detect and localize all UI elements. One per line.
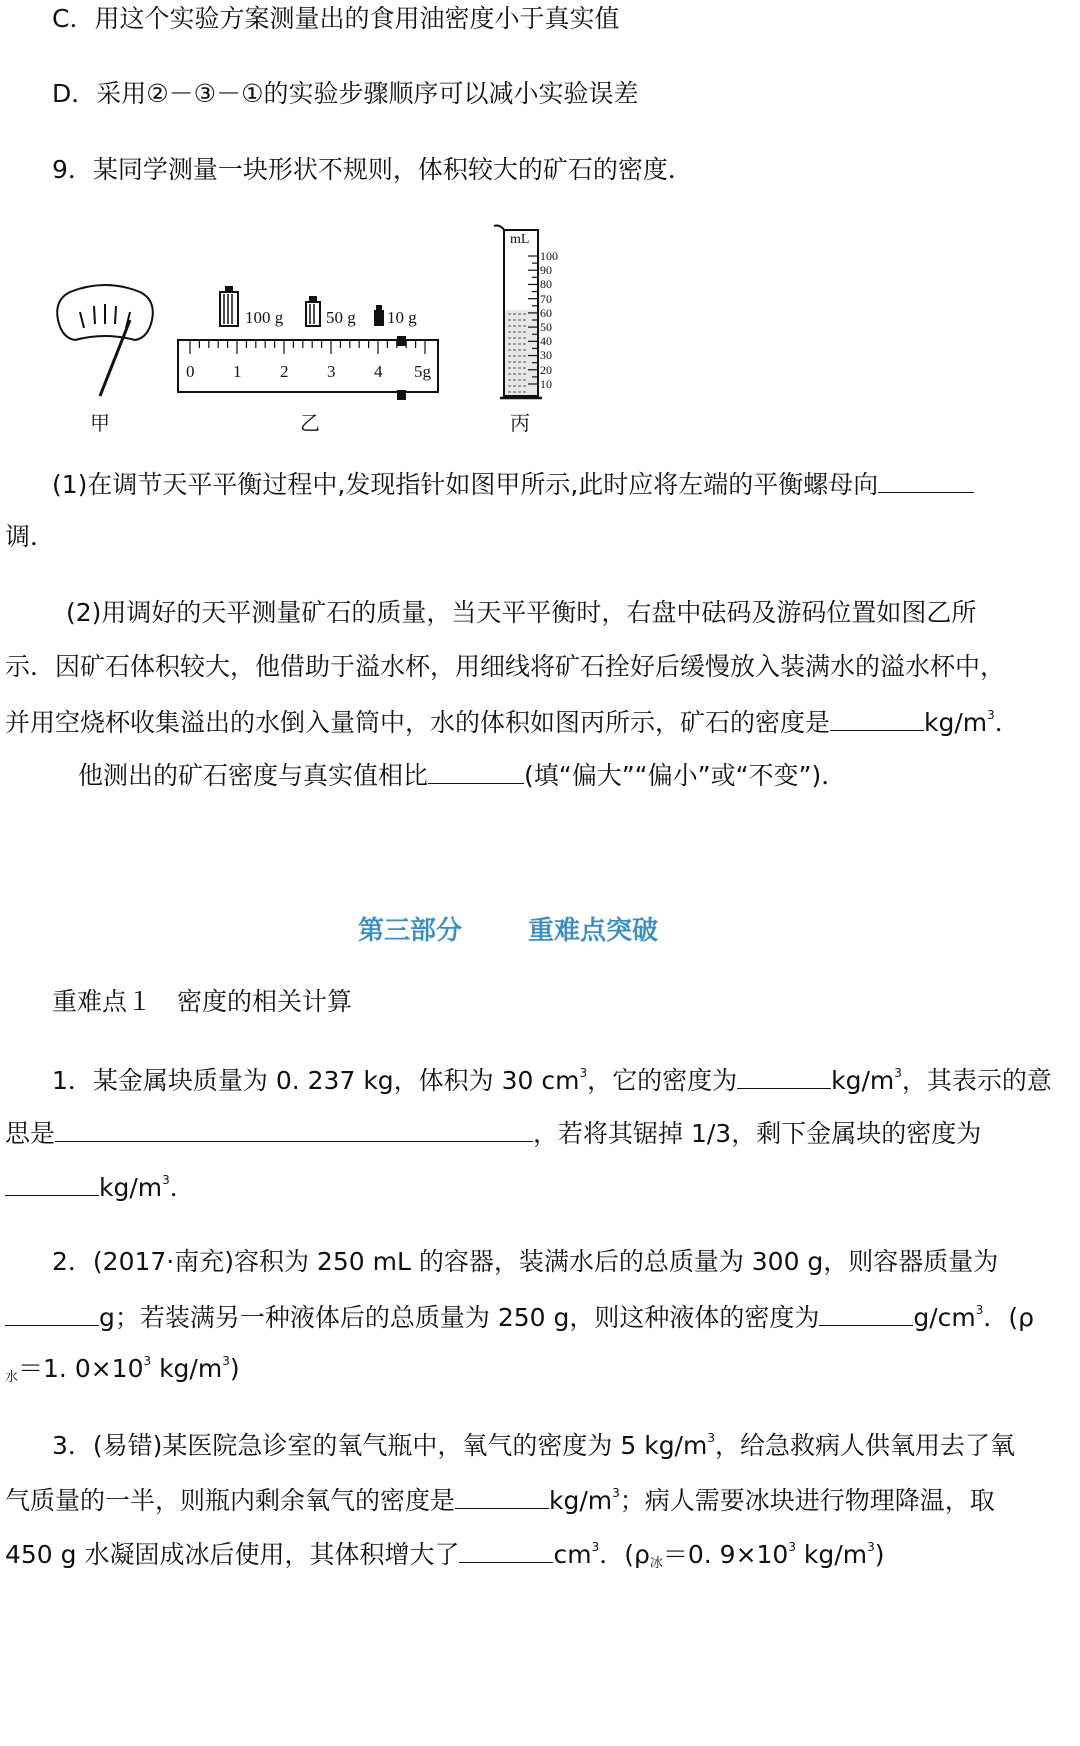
answer-blank[interactable] — [55, 1117, 533, 1142]
graduated-cylinder-figure — [490, 220, 570, 405]
answer-blank[interactable] — [5, 1171, 99, 1196]
q9-p1-line2: 调． — [5, 522, 56, 551]
ruler-label-3: 3 — [327, 362, 336, 381]
ruler-label-0: 0 — [186, 362, 195, 381]
ruler-label-4: 4 — [374, 362, 383, 381]
answer-blank[interactable] — [455, 1484, 549, 1509]
weight-50g-label: 50 g — [326, 308, 356, 327]
weights-and-ruler-figure — [170, 280, 450, 400]
cyl-tick-20: 20 — [540, 362, 552, 377]
cyl-tick-70: 70 — [540, 291, 552, 306]
part3-topic: 重难点１ 密度的相关计算 — [52, 987, 353, 1016]
cyl-tick-30: 30 — [540, 348, 552, 363]
q9-p2-line4: 他测出的矿石密度与真实值相比 (填“偏大”“偏小”或“不变”)． — [78, 761, 847, 790]
cylinder-water — [505, 310, 537, 395]
figure-jia-label: 甲 — [90, 411, 110, 435]
slider-top — [397, 336, 406, 346]
q8-option-d: D．采用②－③－①的实验步骤顺序可以减小实验误差 — [52, 79, 639, 108]
q9-p1-line1: (1)在调节天平平衡过程中,发现指针如图甲所示,此时应将左端的平衡螺母向 — [52, 468, 974, 500]
ruler-label-1: 1 — [233, 362, 242, 381]
q9-p2-line3: 并用空烧杯收集溢出的水倒入量筒中，水的体积如图丙所示，矿石的密度是 $kg/m^3$． — [5, 708, 1020, 737]
p3q1-line3: $kg/m^3$． — [5, 1171, 195, 1203]
p3q2-line1: 2．(2017·南充)容积为 250 mL 的容器，装满水后的总质量为 300 g，则容器质量为 — [52, 1247, 999, 1276]
ruler-label-2: 2 — [280, 362, 289, 381]
figure-bing-label: 丙 — [510, 411, 530, 435]
cyl-tick-90: 90 — [540, 263, 552, 278]
cyl-tick-40: 40 — [540, 334, 552, 349]
cyl-tick-50: 50 — [540, 320, 552, 335]
answer-blank[interactable] — [459, 1538, 553, 1563]
answer-blank[interactable] — [737, 1064, 831, 1089]
figure-yi-label: 乙 — [300, 411, 320, 435]
answer-blank[interactable] — [878, 468, 974, 493]
cyl-tick-10: 10 — [540, 376, 552, 391]
q9-p2-line1: (2)用调好的天平测量矿石的质量，当天平平衡时，右盘中砝码及游码位置如图乙所 — [66, 598, 977, 627]
weight-100g-label: 100 g — [245, 308, 284, 327]
weight-10g-label: 10 g — [387, 308, 417, 327]
part3-title-left: 第三部分 — [358, 916, 463, 946]
q9-stem: 9．某同学测量一块形状不规则，体积较大的矿石的密度． — [52, 155, 693, 184]
p3q3-line1: 3．(易错)某医院急诊室的氧气瓶中，氧气的密度为 5 $kg/m^3$，给急救病人供氧用去了氧 — [52, 1431, 1015, 1460]
p3q1-line1: 1．某金属块质量为 0. 237 kg，体积为 30 $cm^3$，它的密度为 $kg/m^3$，其表示的意 — [52, 1066, 1052, 1095]
q9-p2-line2: 示．因矿石体积较大，他借助于溢水杯，用细线将矿石拴好后缓慢放入装满水的溢水杯中， — [5, 652, 1006, 681]
cylinder-unit: mL — [510, 232, 530, 247]
p3q3-line2: 气质量的一半，则瓶内剩余氧气的密度是 $kg/m^3$；病人需要冰块进行物理降温，取 — [5, 1486, 995, 1515]
cyl-tick-100: 100 — [540, 249, 558, 263]
answer-blank[interactable] — [830, 706, 924, 731]
q9-figures — [40, 210, 640, 440]
q8-option-c: C．用这个实验方案测量出的食用油密度小于真实值 — [52, 4, 620, 33]
part3-title-right: 重难点突破 — [528, 916, 659, 946]
answer-blank[interactable] — [5, 1301, 99, 1326]
cyl-tick-80: 80 — [540, 277, 552, 292]
answer-blank[interactable] — [428, 759, 524, 784]
slider-bottom — [397, 390, 406, 400]
pointer-dial-figure — [50, 280, 160, 400]
ruler-label-5: 5g — [414, 362, 431, 381]
p3q1-line2: 思是 ，若将其锯掉 1/3，剩下金属块的密度为 — [5, 1119, 982, 1148]
p3q3-line3: 450 g 水凝固成冰后使用，其体积增大了 $cm^3$．($\rho_冰=0$. $9\times 10^3$ $kg/m^3$) — [5, 1540, 885, 1571]
cylinder-scale — [540, 249, 558, 391]
p3q2-line2: g；若装满另一种液体后的总质量为 250 g，则这种液体的密度为 $g/cm^3$．(ρ — [5, 1301, 1034, 1333]
answer-blank[interactable] — [819, 1301, 913, 1326]
p3q2-line3: $_水$＝1. $0\times 10^3$ $kg/m^3$) — [5, 1354, 240, 1385]
cyl-tick-60: 60 — [540, 305, 552, 320]
